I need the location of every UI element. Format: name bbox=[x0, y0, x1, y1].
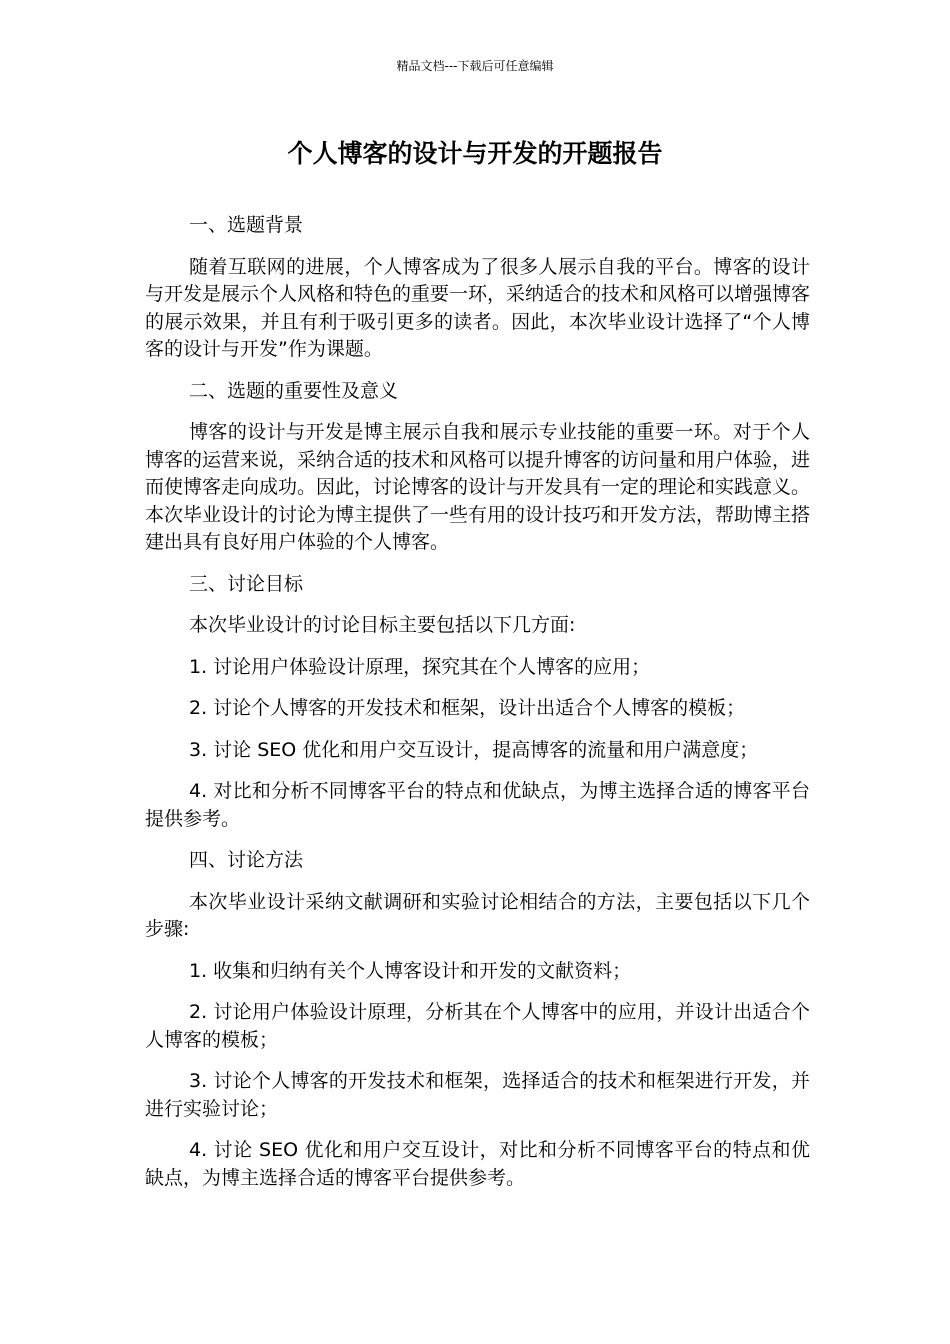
list-item: 2. 讨论用户体验设计原理，分析其在个人博客中的应用，并设计出适合个人博客的模板； bbox=[145, 1001, 810, 1051]
list-item: 1. 讨论用户体验设计原理，探究其在个人博客的应用； bbox=[189, 655, 651, 678]
section-heading-significance: 二、选题的重要性及意义 bbox=[189, 379, 399, 402]
section-heading-methods: 四、讨论方法 bbox=[189, 849, 304, 871]
list-item: 1. 收集和归纳有关个人博客设计和开发的文献资料； bbox=[189, 959, 632, 982]
paragraph: 随着互联网的进展，个人博客成为了很多人展示自我的平台。博客的设计与开发是展示个人风格和特色的重要一环，采纳适合的技术和风格可以增强博客的展示效果，并且有利于吸引更多的读者。因此，本次毕业设计选择了“个人博客的设计与开发”作为课题。 bbox=[145, 255, 811, 360]
section-heading-background: 一、选题背景 bbox=[189, 214, 304, 236]
section-heading-objectives: 三、讨论目标 bbox=[189, 572, 304, 595]
list-item: 4. 对比和分析不同博客平台的特点和优缺点，为博主选择合适的博客平台提供参考。 bbox=[145, 780, 810, 830]
paragraph: 博客的设计与开发是博主展示自我和展示专业技能的重要一环。对于个人博客的运营来说，采纳合适的技术和风格可以提升博客的访问量和用户体验，进而使博客走向成功。因此，讨论博客的设计与开发具有一定的理论和实践意义。本次毕业设计的讨论为博主提供了一些有用的设计技巧和开发方法，帮助博主搭建出具有良好用户体验的个人博客。 bbox=[145, 421, 811, 553]
page-header: 精品文档---下载后可任意编辑 bbox=[396, 59, 554, 73]
document-body bbox=[145, 212, 810, 1206]
list-item: 3. 讨论个人博客的开发技术和框架，选择适合的技术和框架进行开发，并进行实验讨论； bbox=[145, 1070, 810, 1120]
list-item: 2. 讨论个人博客的开发技术和框架，设计出适合个人博客的模板； bbox=[189, 697, 746, 719]
list-item: 3. 讨论 SEO 优化和用户交互设计，提高博客的流量和用户满意度； bbox=[189, 738, 759, 761]
document-title: 个人博客的设计与开发的开题报告 bbox=[287, 139, 663, 168]
paragraph: 本次毕业设计采纳文献调研和实验讨论相结合的方法，主要包括以下几个步骤: bbox=[145, 890, 810, 940]
paragraph: 本次毕业设计的讨论目标主要包括以下几方面: bbox=[189, 614, 576, 636]
list-item: 4. 讨论 SEO 优化和用户交互设计，对比和分析不同博客平台的特点和优缺点，为博主选择合适的博客平台提供参考。 bbox=[145, 1139, 810, 1189]
